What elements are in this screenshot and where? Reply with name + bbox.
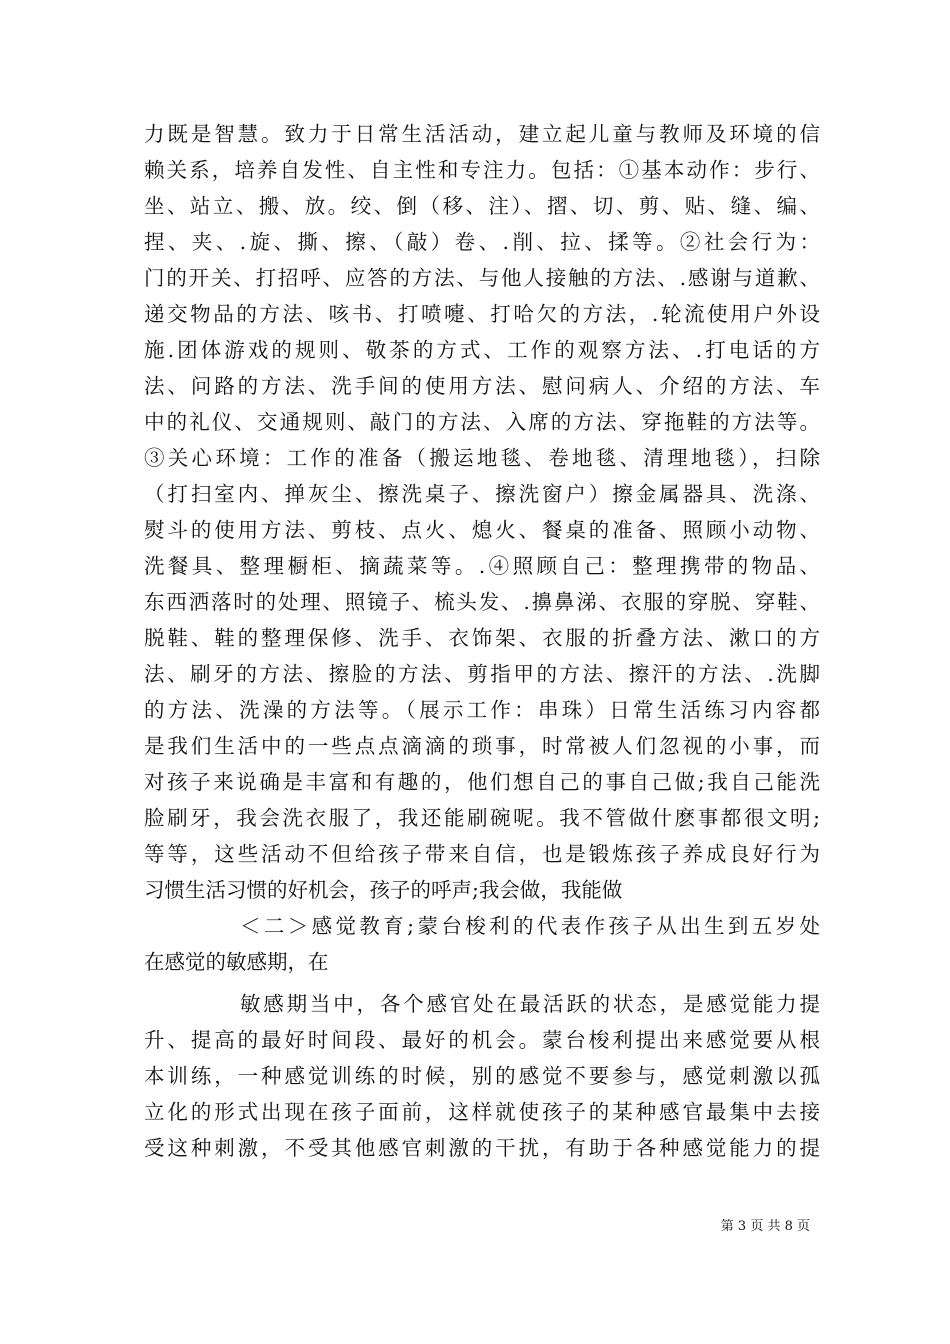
text-line-3: 坐、站立、搬、放。绞、倒（移、注）、摺、切、剪、贴、缝、编、 xyxy=(144,194,820,218)
paragraph2-line-1: 敏感期当中，各个感官处在最活跃的状态，是感觉能力提 xyxy=(240,992,820,1016)
text-line-11: （打扫室内、掸灰尘、擦洗桌子、擦洗窗户）擦金属器具、洗涤、 xyxy=(144,482,820,506)
text-line-6: 递交物品的方法、咳书、打喷嚏、打哈欠的方法，.轮流使用户外设 xyxy=(144,302,820,326)
text-line-21: 等等，这些活动不但给孩子带来自信，也是锻炼孩子养成良好行为 xyxy=(144,842,820,866)
text-line-16: 法、刷牙的方法、擦脸的方法、剪指甲的方法、擦汗的方法、.洗脚 xyxy=(144,662,820,686)
paragraph2-line-3: 本训练，一种感觉训练的时候，别的感觉不要参与，感觉刺激以孤 xyxy=(144,1064,820,1088)
text-line-19: 对孩子来说确是丰富和有趣的，他们想自己的事自己做;我自己能洗 xyxy=(144,770,820,794)
text-line-17: 的方法、洗澡的方法等。（展示工作：串珠）日常生活练习内容都 xyxy=(144,698,820,722)
document-body xyxy=(144,116,820,1166)
text-line-10: ③关心环境：工作的准备（搬运地毯、卷地毯、清理地毯），扫除 xyxy=(144,446,820,470)
paragraph2-line-5: 受这种刺激，不受其他感官刺激的干扰，有助于各种感觉能力的提 xyxy=(144,1136,820,1160)
text-line-14: 东西洒落时的处理、照镜子、梳头发、.擤鼻涕、衣服的穿脱、穿鞋、 xyxy=(144,590,820,614)
text-line-4: 捏、夹、.旋、撕、擦、（敲）卷、.削、拉、揉等。②社会行为： xyxy=(144,230,820,254)
text-line-12: 熨斗的使用方法、剪枝、点火、熄火、餐桌的准备、照顾小动物、 xyxy=(144,518,820,542)
text-line-9: 中的礼仪、交通规则、敲门的方法、入席的方法、穿拖鞋的方法等。 xyxy=(144,410,820,434)
text-line-8: 法、问路的方法、洗手间的使用方法、慰问病人、介绍的方法、车 xyxy=(144,374,820,398)
paragraph2-line-4: 立化的形式出现在孩子面前，这样就使孩子的某种感官最集中去接 xyxy=(144,1100,820,1124)
paragraph2-line-2: 升、提高的最好时间段、最好的机会。蒙台梭利提出来感觉要从根 xyxy=(144,1028,820,1052)
text-line-18: 是我们生活中的一些点点滴滴的琐事，时常被人们忽视的小事，而 xyxy=(144,734,820,758)
page-number-footer: 第 3 页 共 8 页 xyxy=(720,1219,810,1234)
text-line-22: 习惯生活习惯的好机会，孩子的呼声;我会做，我能做 xyxy=(144,878,623,902)
text-line-15: 脱鞋、鞋的整理保修、洗手、衣饰架、衣服的折叠方法、漱口的方 xyxy=(144,626,820,650)
text-line-2: 赖关系，培养自发性、自主性和专注力。包括：①基本动作：步行、 xyxy=(144,158,820,182)
text-line-13: 洗餐具、整理橱柜、摘蔬菜等。.④照顾自己：整理携带的物品、 xyxy=(144,554,820,578)
text-line-7: 施.团体游戏的规则、敬茶的方式、工作的观察方法、.打电话的方 xyxy=(144,338,820,362)
section-heading: ＜二＞感觉教育;蒙台梭利的代表作孩子从出生到五岁处 xyxy=(240,914,820,938)
text-line-1: 力既是智慧。致力于日常生活活动，建立起儿童与教师及环境的信 xyxy=(144,122,820,146)
text-line-5: 门的开关、打招呼、应答的方法、与他人接触的方法、.感谢与道歉、 xyxy=(144,266,820,290)
text-line-20: 脸刷牙，我会洗衣服了，我还能刷碗呢。我不管做什麽事都很文明; xyxy=(144,806,820,830)
section-heading-continuation: 在感觉的敏感期，在 xyxy=(144,950,329,974)
